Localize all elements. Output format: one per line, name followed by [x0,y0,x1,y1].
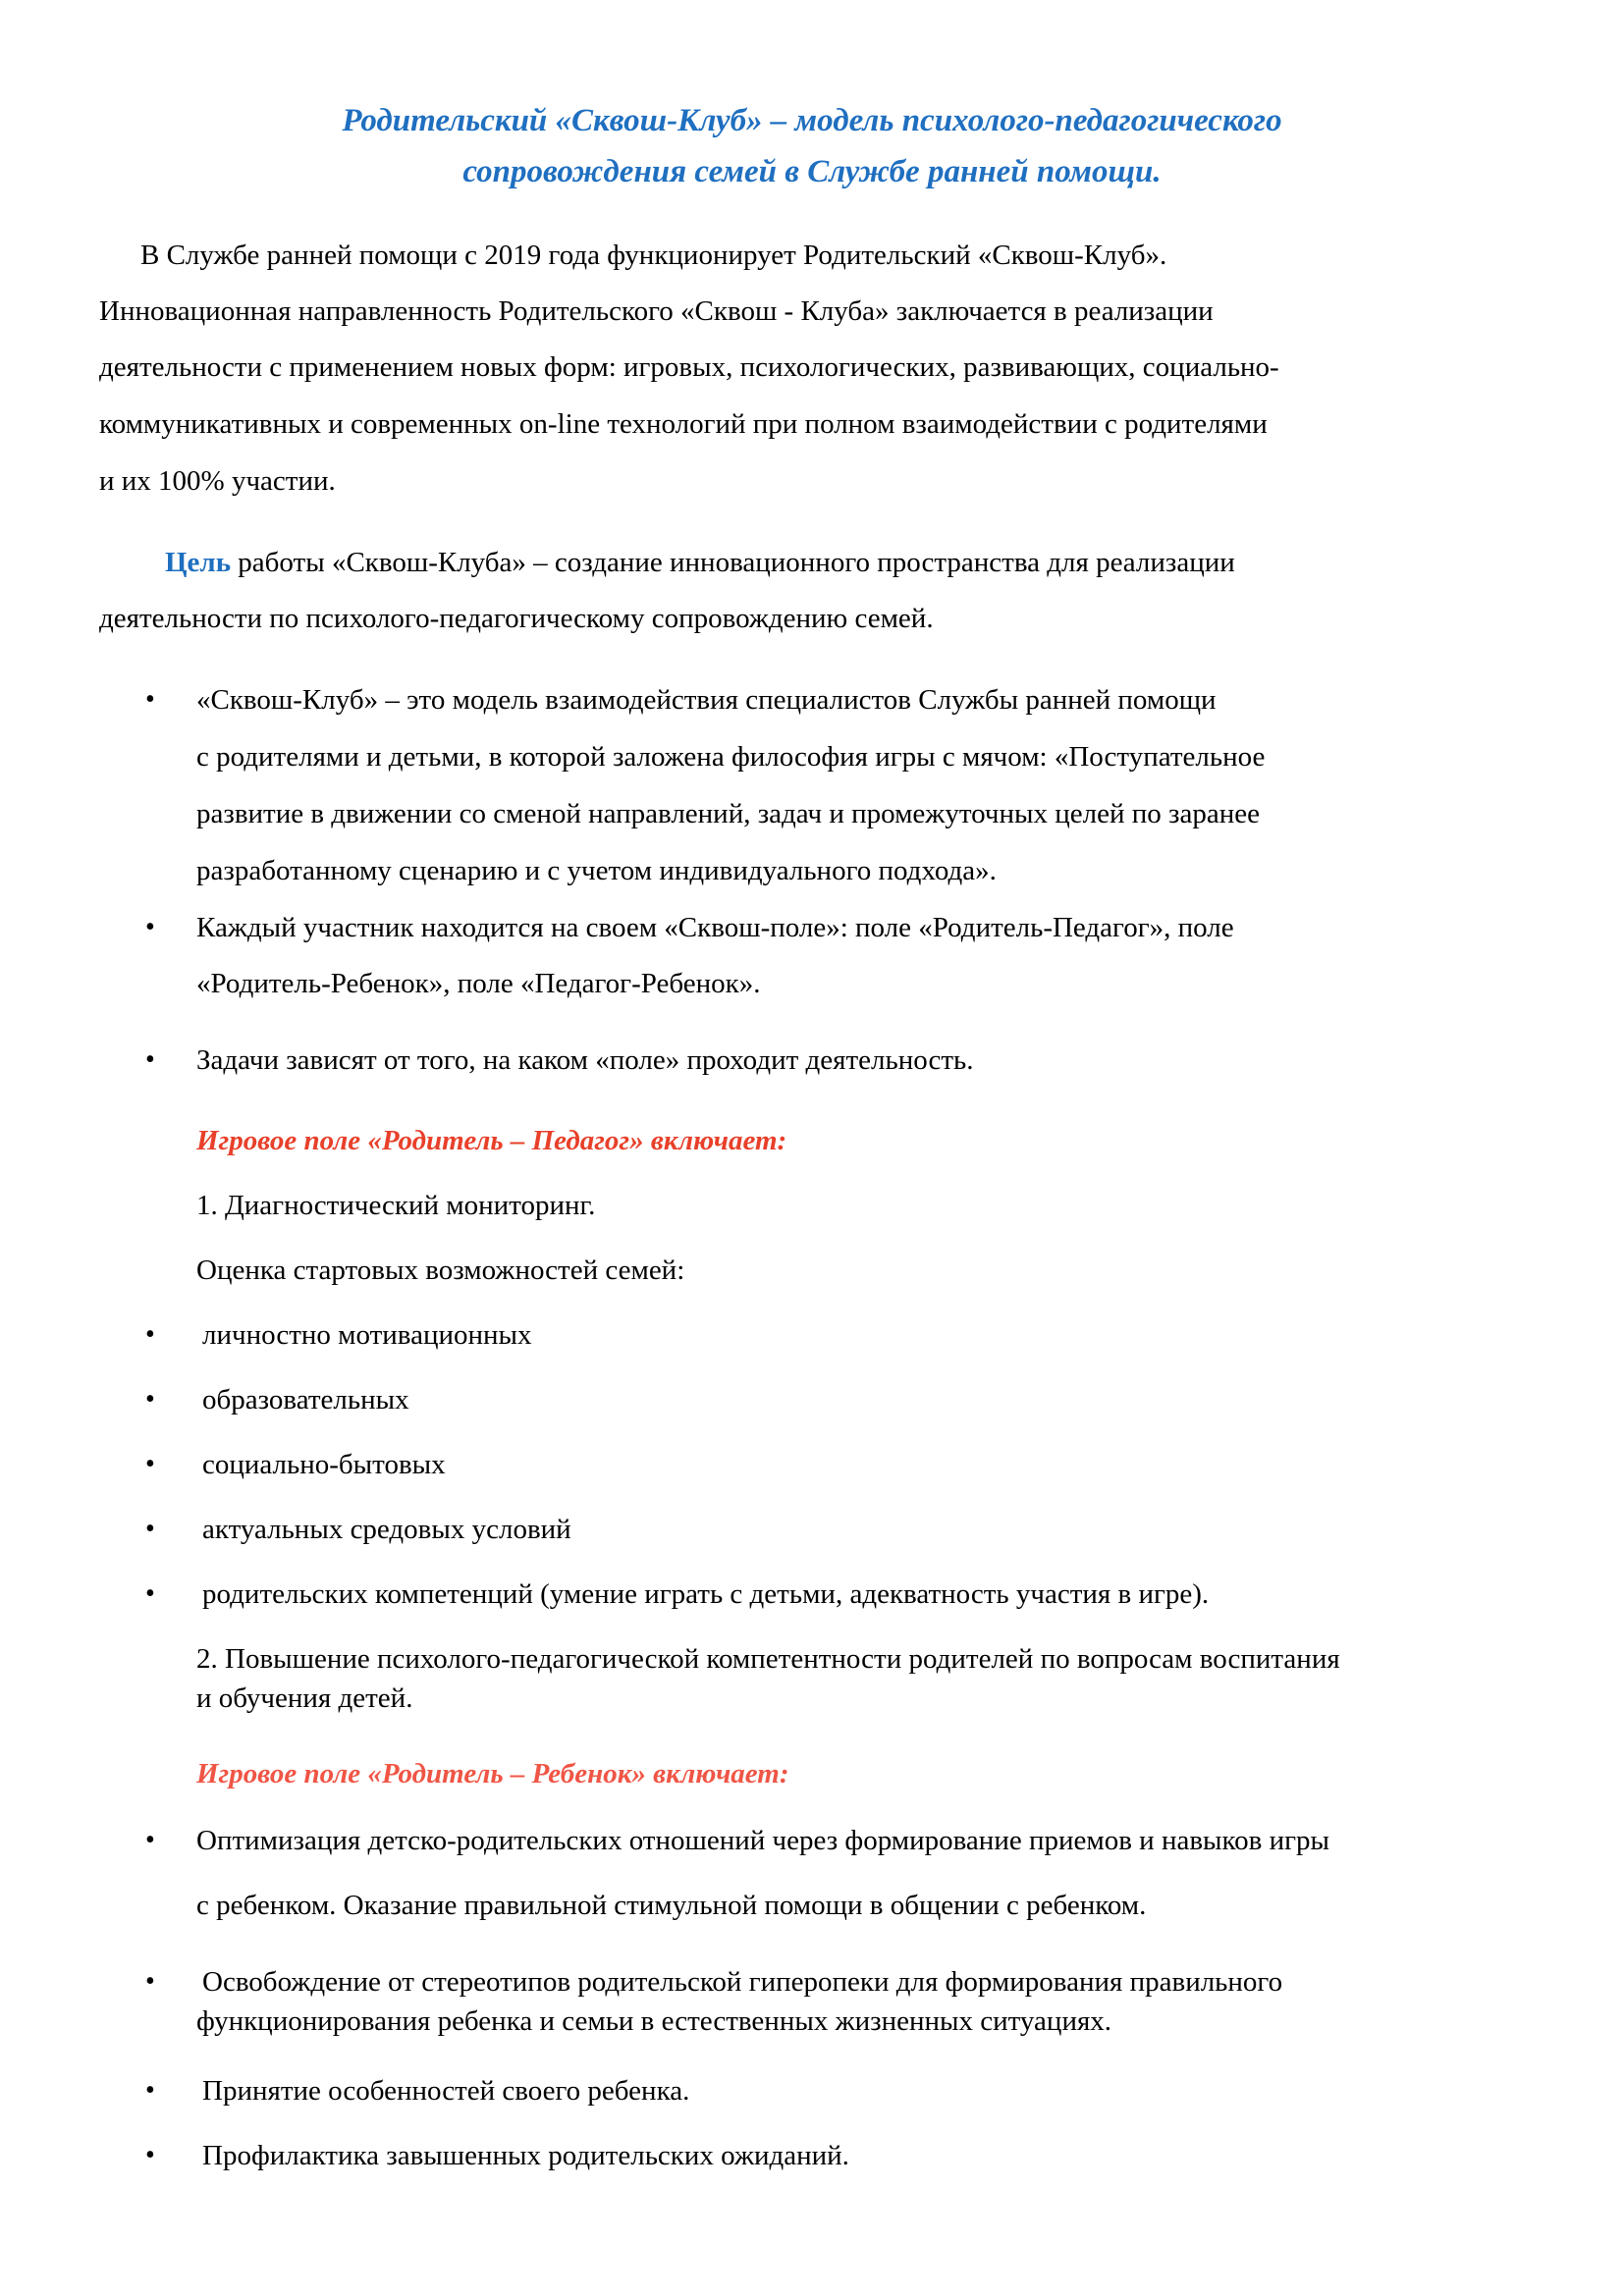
document-title-line-2: сопровождения семей в Службе ранней помощи. [462,154,1162,189]
list-item: личностно мотивационных [202,1319,532,1351]
optimization-line-1: Оптимизация детско-родительских отношений через формирование приемов и навыков игры [196,1825,1329,1856]
list-item: родительских компетенций (умение играть с детьми, адекватность участия в игре). [202,1578,1210,1610]
bullet-icon: • [145,1825,155,1855]
bullet-icon: • [145,1384,155,1415]
optimization-line-2: с ребенком. Оказание правильной стимульной помощи в общении с ребенком. [196,1890,1147,1921]
liberation-line-1: Освобождение от стереотипов родительской гиперопеки для формирования правильного [202,1966,1283,1998]
competence-item-line-2: и обучения детей. [196,1682,413,1714]
section-heading-parent-teacher: Игровое поле «Родитель – Педагог» включает: [196,1125,787,1156]
intro-line-5: и их 100% участии. [99,465,336,497]
bullet-icon: • [145,1044,155,1075]
bullet-icon: • [145,912,155,942]
list-item: актуальных средовых условий [202,1514,571,1545]
prevention-item: Профилактика завышенных родительских ожиданий. [202,2140,849,2171]
goal-line-2: деятельности по психолого-педагогическому сопровождению семей. [99,603,934,634]
bullet-icon: • [145,2140,155,2170]
intro-line-2: Инновационная направленность Родительского «Сквош - Клуба» заключается в реализации [99,295,1214,327]
model-line-4: разработанному сценарию и с учетом индивидуального подхода». [196,855,997,886]
diagnostic-item: 1. Диагностический мониторинг. [196,1190,596,1221]
bullet-icon: • [145,1966,155,1997]
goal-line-1 [165,543,1235,582]
bullet-icon: • [145,684,155,715]
goal-text: работы «Сквош-Клуба» – создание инновационного пространства для реализации [231,547,1235,578]
bullet-icon: • [145,1319,155,1350]
bullet-icon: • [145,1449,155,1479]
fields-line-2: «Родитель-Ребенок», поле «Педагог-Ребенок». [196,968,761,999]
list-item: образовательных [202,1384,409,1415]
section-heading-parent-child: Игровое поле «Родитель – Ребенок» включает: [196,1758,789,1789]
bullet-icon: • [145,1514,155,1544]
bullet-icon: • [145,1578,155,1609]
liberation-line-2: функционирования ребенка и семьи в естественных жизненных ситуациях. [196,2005,1112,2037]
acceptance-item: Принятие особенностей своего ребенка. [202,2075,690,2107]
list-item: социально-бытовых [202,1449,446,1480]
intro-line-3: деятельности с применением новых форм: игровых, психологических, развивающих, социально- [99,351,1279,383]
document-title-line-1: Родительский «Сквош-Клуб» – модель психолого-педагогического [342,103,1282,138]
bullet-icon: • [145,2075,155,2106]
intro-line-4: коммуникативных и современных on-line технологий при полном взаимодействии с родителями [99,408,1268,440]
model-line-3: развитие в движении со сменой направлений, задач и промежуточных целей по заранее [196,798,1260,829]
intro-line-1: В Службе ранней помощи с 2019 года функционирует Родительский «Сквош-Клуб». [140,240,1167,271]
assessment-intro: Оценка стартовых возможностей семей: [196,1255,685,1286]
model-line-2: с родителями и детьми, в которой заложена философия игры с мячом: «Поступательное [196,741,1266,773]
competence-item-line-1: 2. Повышение психолого-педагогической компетентности родителей по вопросам воспитания [196,1643,1340,1675]
model-line-1: «Сквош-Клуб» – это модель взаимодействия специалистов Службы ранней помощи [196,684,1217,716]
fields-line-1: Каждый участник находится на своем «Сквош-поле»: поле «Родитель-Педагог», поле [196,912,1234,943]
goal-label: Цель [165,547,232,578]
tasks-line: Задачи зависят от того, на каком «поле» проходит деятельность. [196,1044,974,1076]
